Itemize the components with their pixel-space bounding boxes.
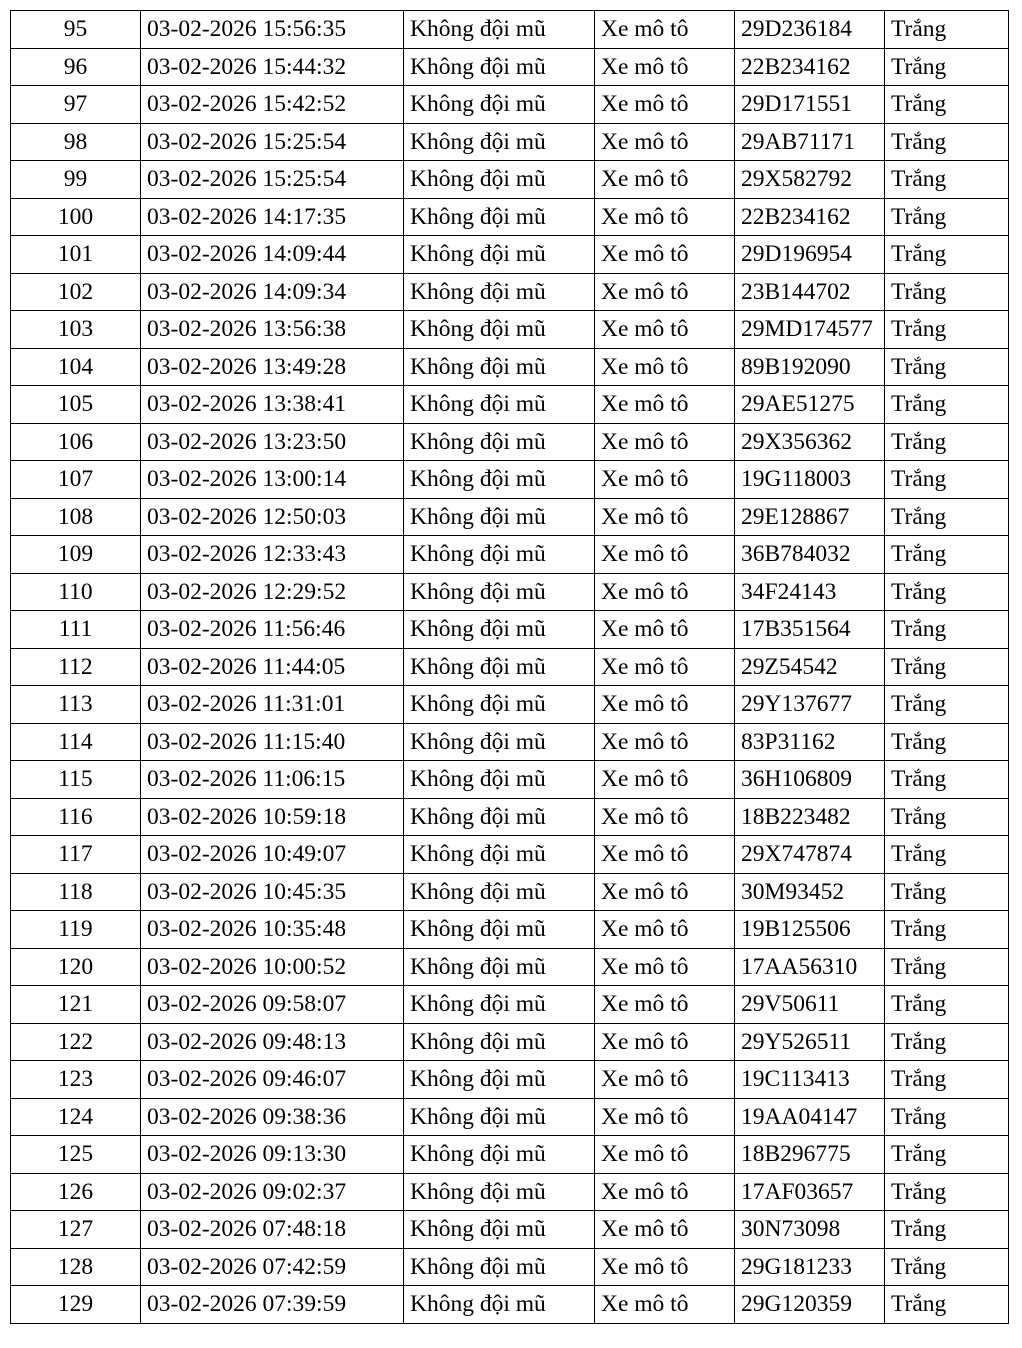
table-row bbox=[11, 386, 1009, 424]
vehicle-type-cell: Xe mô tô bbox=[595, 611, 735, 649]
license-plate-cell: 19B125506 bbox=[735, 911, 885, 949]
vehicle-type-cell: Xe mô tô bbox=[595, 1211, 735, 1249]
timestamp-cell: 03-02-2026 13:38:41 bbox=[141, 386, 404, 424]
license-plate-cell: 19C113413 bbox=[735, 1061, 885, 1099]
violation-cell: Không đội mũ bbox=[404, 1023, 595, 1061]
row-number-cell: 129 bbox=[11, 1286, 141, 1324]
timestamp-cell: 03-02-2026 15:25:54 bbox=[141, 123, 404, 161]
plate-color-cell: Trắng bbox=[885, 498, 1009, 536]
table-row bbox=[11, 461, 1009, 499]
timestamp-cell: 03-02-2026 10:35:48 bbox=[141, 911, 404, 949]
plate-color-cell: Trắng bbox=[885, 536, 1009, 574]
row-number-cell: 110 bbox=[11, 573, 141, 611]
plate-color-cell: Trắng bbox=[885, 48, 1009, 86]
plate-color-cell: Trắng bbox=[885, 948, 1009, 986]
table-row bbox=[11, 498, 1009, 536]
violation-cell: Không đội mũ bbox=[404, 348, 595, 386]
plate-color-cell: Trắng bbox=[885, 761, 1009, 799]
row-number-cell: 125 bbox=[11, 1136, 141, 1174]
vehicle-type-cell: Xe mô tô bbox=[595, 423, 735, 461]
vehicle-type-cell: Xe mô tô bbox=[595, 86, 735, 124]
table-row bbox=[11, 311, 1009, 349]
plate-color-cell: Trắng bbox=[885, 573, 1009, 611]
license-plate-cell: 29X747874 bbox=[735, 836, 885, 874]
license-plate-cell: 89B192090 bbox=[735, 348, 885, 386]
table-row bbox=[11, 536, 1009, 574]
vehicle-type-cell: Xe mô tô bbox=[595, 948, 735, 986]
row-number-cell: 122 bbox=[11, 1023, 141, 1061]
table-row bbox=[11, 686, 1009, 724]
row-number-cell: 114 bbox=[11, 723, 141, 761]
violation-cell: Không đội mũ bbox=[404, 123, 595, 161]
license-plate-cell: 29X582792 bbox=[735, 161, 885, 199]
timestamp-cell: 03-02-2026 13:00:14 bbox=[141, 461, 404, 499]
vehicle-type-cell: Xe mô tô bbox=[595, 1061, 735, 1099]
vehicle-type-cell: Xe mô tô bbox=[595, 686, 735, 724]
plate-color-cell: Trắng bbox=[885, 836, 1009, 874]
row-number-cell: 121 bbox=[11, 986, 141, 1024]
row-number-cell: 106 bbox=[11, 423, 141, 461]
plate-color-cell: Trắng bbox=[885, 161, 1009, 199]
timestamp-cell: 03-02-2026 11:15:40 bbox=[141, 723, 404, 761]
plate-color-cell: Trắng bbox=[885, 686, 1009, 724]
row-number-cell: 120 bbox=[11, 948, 141, 986]
table-row bbox=[11, 161, 1009, 199]
plate-color-cell: Trắng bbox=[885, 873, 1009, 911]
table-row bbox=[11, 348, 1009, 386]
vehicle-type-cell: Xe mô tô bbox=[595, 1173, 735, 1211]
plate-color-cell: Trắng bbox=[885, 1211, 1009, 1249]
violation-cell: Không đội mũ bbox=[404, 461, 595, 499]
timestamp-cell: 03-02-2026 09:02:37 bbox=[141, 1173, 404, 1211]
license-plate-cell: 30M93452 bbox=[735, 873, 885, 911]
row-number-cell: 115 bbox=[11, 761, 141, 799]
plate-color-cell: Trắng bbox=[885, 461, 1009, 499]
vehicle-type-cell: Xe mô tô bbox=[595, 1248, 735, 1286]
license-plate-cell: 22B234162 bbox=[735, 48, 885, 86]
table-row bbox=[11, 573, 1009, 611]
violation-cell: Không đội mũ bbox=[404, 1136, 595, 1174]
license-plate-cell: 22B234162 bbox=[735, 198, 885, 236]
license-plate-cell: 19G118003 bbox=[735, 461, 885, 499]
vehicle-type-cell: Xe mô tô bbox=[595, 273, 735, 311]
violation-cell: Không đội mũ bbox=[404, 198, 595, 236]
vehicle-type-cell: Xe mô tô bbox=[595, 348, 735, 386]
license-plate-cell: 29X356362 bbox=[735, 423, 885, 461]
license-plate-cell: 29D171551 bbox=[735, 86, 885, 124]
vehicle-type-cell: Xe mô tô bbox=[595, 536, 735, 574]
vehicle-type-cell: Xe mô tô bbox=[595, 161, 735, 199]
plate-color-cell: Trắng bbox=[885, 236, 1009, 274]
violations-table-body bbox=[11, 11, 1009, 1324]
violation-cell: Không đội mũ bbox=[404, 498, 595, 536]
vehicle-type-cell: Xe mô tô bbox=[595, 986, 735, 1024]
timestamp-cell: 03-02-2026 07:42:59 bbox=[141, 1248, 404, 1286]
row-number-cell: 97 bbox=[11, 86, 141, 124]
table-row bbox=[11, 1098, 1009, 1136]
license-plate-cell: 17AF03657 bbox=[735, 1173, 885, 1211]
violations-table bbox=[10, 10, 1009, 1324]
row-number-cell: 113 bbox=[11, 686, 141, 724]
timestamp-cell: 03-02-2026 11:06:15 bbox=[141, 761, 404, 799]
plate-color-cell: Trắng bbox=[885, 348, 1009, 386]
license-plate-cell: 83P31162 bbox=[735, 723, 885, 761]
violation-cell: Không đội mũ bbox=[404, 1248, 595, 1286]
table-row bbox=[11, 723, 1009, 761]
license-plate-cell: 29D236184 bbox=[735, 11, 885, 49]
table-row bbox=[11, 1286, 1009, 1324]
table-row bbox=[11, 911, 1009, 949]
timestamp-cell: 03-02-2026 10:49:07 bbox=[141, 836, 404, 874]
row-number-cell: 111 bbox=[11, 611, 141, 649]
row-number-cell: 103 bbox=[11, 311, 141, 349]
vehicle-type-cell: Xe mô tô bbox=[595, 911, 735, 949]
table-row bbox=[11, 1211, 1009, 1249]
row-number-cell: 96 bbox=[11, 48, 141, 86]
plate-color-cell: Trắng bbox=[885, 1286, 1009, 1324]
license-plate-cell: 29AE51275 bbox=[735, 386, 885, 424]
vehicle-type-cell: Xe mô tô bbox=[595, 723, 735, 761]
table-row bbox=[11, 273, 1009, 311]
violation-cell: Không đội mũ bbox=[404, 798, 595, 836]
vehicle-type-cell: Xe mô tô bbox=[595, 836, 735, 874]
row-number-cell: 102 bbox=[11, 273, 141, 311]
timestamp-cell: 03-02-2026 10:59:18 bbox=[141, 798, 404, 836]
license-plate-cell: 29Z54542 bbox=[735, 648, 885, 686]
timestamp-cell: 03-02-2026 13:49:28 bbox=[141, 348, 404, 386]
vehicle-type-cell: Xe mô tô bbox=[595, 798, 735, 836]
row-number-cell: 127 bbox=[11, 1211, 141, 1249]
violation-cell: Không đội mũ bbox=[404, 911, 595, 949]
plate-color-cell: Trắng bbox=[885, 1173, 1009, 1211]
violation-cell: Không đội mũ bbox=[404, 948, 595, 986]
row-number-cell: 99 bbox=[11, 161, 141, 199]
plate-color-cell: Trắng bbox=[885, 311, 1009, 349]
row-number-cell: 109 bbox=[11, 536, 141, 574]
plate-color-cell: Trắng bbox=[885, 723, 1009, 761]
row-number-cell: 116 bbox=[11, 798, 141, 836]
violation-cell: Không đội mũ bbox=[404, 386, 595, 424]
timestamp-cell: 03-02-2026 09:13:30 bbox=[141, 1136, 404, 1174]
license-plate-cell: 36H106809 bbox=[735, 761, 885, 799]
table-row bbox=[11, 1136, 1009, 1174]
vehicle-type-cell: Xe mô tô bbox=[595, 386, 735, 424]
violation-cell: Không đội mũ bbox=[404, 761, 595, 799]
violation-cell: Không đội mũ bbox=[404, 573, 595, 611]
plate-color-cell: Trắng bbox=[885, 1248, 1009, 1286]
violation-cell: Không đội mũ bbox=[404, 611, 595, 649]
vehicle-type-cell: Xe mô tô bbox=[595, 311, 735, 349]
violation-cell: Không đội mũ bbox=[404, 536, 595, 574]
timestamp-cell: 03-02-2026 09:46:07 bbox=[141, 1061, 404, 1099]
license-plate-cell: 23B144702 bbox=[735, 273, 885, 311]
license-plate-cell: 17B351564 bbox=[735, 611, 885, 649]
violation-cell: Không đội mũ bbox=[404, 873, 595, 911]
timestamp-cell: 03-02-2026 15:42:52 bbox=[141, 86, 404, 124]
timestamp-cell: 03-02-2026 07:48:18 bbox=[141, 1211, 404, 1249]
vehicle-type-cell: Xe mô tô bbox=[595, 11, 735, 49]
timestamp-cell: 03-02-2026 07:39:59 bbox=[141, 1286, 404, 1324]
row-number-cell: 101 bbox=[11, 236, 141, 274]
row-number-cell: 126 bbox=[11, 1173, 141, 1211]
table-row bbox=[11, 48, 1009, 86]
timestamp-cell: 03-02-2026 11:56:46 bbox=[141, 611, 404, 649]
timestamp-cell: 03-02-2026 11:44:05 bbox=[141, 648, 404, 686]
row-number-cell: 108 bbox=[11, 498, 141, 536]
table-row bbox=[11, 236, 1009, 274]
plate-color-cell: Trắng bbox=[885, 648, 1009, 686]
timestamp-cell: 03-02-2026 14:09:34 bbox=[141, 273, 404, 311]
plate-color-cell: Trắng bbox=[885, 11, 1009, 49]
table-row bbox=[11, 611, 1009, 649]
vehicle-type-cell: Xe mô tô bbox=[595, 1286, 735, 1324]
row-number-cell: 95 bbox=[11, 11, 141, 49]
violation-cell: Không đội mũ bbox=[404, 723, 595, 761]
vehicle-type-cell: Xe mô tô bbox=[595, 873, 735, 911]
row-number-cell: 117 bbox=[11, 836, 141, 874]
license-plate-cell: 29E128867 bbox=[735, 498, 885, 536]
license-plate-cell: 29MD174577 bbox=[735, 311, 885, 349]
row-number-cell: 123 bbox=[11, 1061, 141, 1099]
vehicle-type-cell: Xe mô tô bbox=[595, 1136, 735, 1174]
violation-cell: Không đội mũ bbox=[404, 986, 595, 1024]
vehicle-type-cell: Xe mô tô bbox=[595, 1023, 735, 1061]
plate-color-cell: Trắng bbox=[885, 198, 1009, 236]
license-plate-cell: 30N73098 bbox=[735, 1211, 885, 1249]
vehicle-type-cell: Xe mô tô bbox=[595, 198, 735, 236]
table-row bbox=[11, 873, 1009, 911]
table-row bbox=[11, 648, 1009, 686]
table-row bbox=[11, 761, 1009, 799]
violation-cell: Không đội mũ bbox=[404, 273, 595, 311]
license-plate-cell: 29Y526511 bbox=[735, 1023, 885, 1061]
timestamp-cell: 03-02-2026 09:38:36 bbox=[141, 1098, 404, 1136]
table-row bbox=[11, 798, 1009, 836]
violation-cell: Không đội mũ bbox=[404, 11, 595, 49]
vehicle-type-cell: Xe mô tô bbox=[595, 573, 735, 611]
vehicle-type-cell: Xe mô tô bbox=[595, 1098, 735, 1136]
timestamp-cell: 03-02-2026 09:58:07 bbox=[141, 986, 404, 1024]
license-plate-cell: 18B223482 bbox=[735, 798, 885, 836]
vehicle-type-cell: Xe mô tô bbox=[595, 498, 735, 536]
violation-cell: Không đội mũ bbox=[404, 1286, 595, 1324]
violation-cell: Không đội mũ bbox=[404, 1098, 595, 1136]
plate-color-cell: Trắng bbox=[885, 1061, 1009, 1099]
table-row bbox=[11, 1061, 1009, 1099]
license-plate-cell: 29V50611 bbox=[735, 986, 885, 1024]
plate-color-cell: Trắng bbox=[885, 1136, 1009, 1174]
timestamp-cell: 03-02-2026 11:31:01 bbox=[141, 686, 404, 724]
violation-cell: Không đội mũ bbox=[404, 1211, 595, 1249]
violation-cell: Không đội mũ bbox=[404, 836, 595, 874]
vehicle-type-cell: Xe mô tô bbox=[595, 123, 735, 161]
violation-cell: Không đội mũ bbox=[404, 648, 595, 686]
timestamp-cell: 03-02-2026 13:23:50 bbox=[141, 423, 404, 461]
row-number-cell: 104 bbox=[11, 348, 141, 386]
vehicle-type-cell: Xe mô tô bbox=[595, 48, 735, 86]
violation-cell: Không đội mũ bbox=[404, 48, 595, 86]
license-plate-cell: 29Y137677 bbox=[735, 686, 885, 724]
violation-cell: Không đội mũ bbox=[404, 236, 595, 274]
table-row bbox=[11, 1023, 1009, 1061]
license-plate-cell: 29G120359 bbox=[735, 1286, 885, 1324]
plate-color-cell: Trắng bbox=[885, 123, 1009, 161]
row-number-cell: 124 bbox=[11, 1098, 141, 1136]
violation-cell: Không đội mũ bbox=[404, 423, 595, 461]
timestamp-cell: 03-02-2026 15:56:35 bbox=[141, 11, 404, 49]
row-number-cell: 105 bbox=[11, 386, 141, 424]
plate-color-cell: Trắng bbox=[885, 911, 1009, 949]
license-plate-cell: 36B784032 bbox=[735, 536, 885, 574]
table-row bbox=[11, 948, 1009, 986]
table-row bbox=[11, 86, 1009, 124]
vehicle-type-cell: Xe mô tô bbox=[595, 648, 735, 686]
license-plate-cell: 34F24143 bbox=[735, 573, 885, 611]
plate-color-cell: Trắng bbox=[885, 1023, 1009, 1061]
license-plate-cell: 17AA56310 bbox=[735, 948, 885, 986]
violation-cell: Không đội mũ bbox=[404, 1061, 595, 1099]
timestamp-cell: 03-02-2026 14:17:35 bbox=[141, 198, 404, 236]
timestamp-cell: 03-02-2026 10:00:52 bbox=[141, 948, 404, 986]
timestamp-cell: 03-02-2026 09:48:13 bbox=[141, 1023, 404, 1061]
plate-color-cell: Trắng bbox=[885, 798, 1009, 836]
plate-color-cell: Trắng bbox=[885, 986, 1009, 1024]
row-number-cell: 98 bbox=[11, 123, 141, 161]
row-number-cell: 128 bbox=[11, 1248, 141, 1286]
timestamp-cell: 03-02-2026 12:33:43 bbox=[141, 536, 404, 574]
timestamp-cell: 03-02-2026 14:09:44 bbox=[141, 236, 404, 274]
vehicle-type-cell: Xe mô tô bbox=[595, 461, 735, 499]
plate-color-cell: Trắng bbox=[885, 423, 1009, 461]
license-plate-cell: 29D196954 bbox=[735, 236, 885, 274]
timestamp-cell: 03-02-2026 15:25:54 bbox=[141, 161, 404, 199]
table-row bbox=[11, 11, 1009, 49]
table-row bbox=[11, 423, 1009, 461]
license-plate-cell: 19AA04147 bbox=[735, 1098, 885, 1136]
vehicle-type-cell: Xe mô tô bbox=[595, 761, 735, 799]
violation-cell: Không đội mũ bbox=[404, 1173, 595, 1211]
table-row bbox=[11, 986, 1009, 1024]
license-plate-cell: 29G181233 bbox=[735, 1248, 885, 1286]
table-row bbox=[11, 836, 1009, 874]
timestamp-cell: 03-02-2026 13:56:38 bbox=[141, 311, 404, 349]
vehicle-type-cell: Xe mô tô bbox=[595, 236, 735, 274]
violation-cell: Không đội mũ bbox=[404, 311, 595, 349]
violation-cell: Không đội mũ bbox=[404, 161, 595, 199]
timestamp-cell: 03-02-2026 12:29:52 bbox=[141, 573, 404, 611]
license-plate-cell: 18B296775 bbox=[735, 1136, 885, 1174]
plate-color-cell: Trắng bbox=[885, 1098, 1009, 1136]
timestamp-cell: 03-02-2026 12:50:03 bbox=[141, 498, 404, 536]
plate-color-cell: Trắng bbox=[885, 86, 1009, 124]
row-number-cell: 100 bbox=[11, 198, 141, 236]
table-row bbox=[11, 198, 1009, 236]
timestamp-cell: 03-02-2026 10:45:35 bbox=[141, 873, 404, 911]
plate-color-cell: Trắng bbox=[885, 386, 1009, 424]
row-number-cell: 107 bbox=[11, 461, 141, 499]
table-row bbox=[11, 1248, 1009, 1286]
violation-cell: Không đội mũ bbox=[404, 686, 595, 724]
row-number-cell: 112 bbox=[11, 648, 141, 686]
table-row bbox=[11, 1173, 1009, 1211]
table-row bbox=[11, 123, 1009, 161]
plate-color-cell: Trắng bbox=[885, 611, 1009, 649]
row-number-cell: 119 bbox=[11, 911, 141, 949]
timestamp-cell: 03-02-2026 15:44:32 bbox=[141, 48, 404, 86]
plate-color-cell: Trắng bbox=[885, 273, 1009, 311]
violation-cell: Không đội mũ bbox=[404, 86, 595, 124]
row-number-cell: 118 bbox=[11, 873, 141, 911]
license-plate-cell: 29AB71171 bbox=[735, 123, 885, 161]
